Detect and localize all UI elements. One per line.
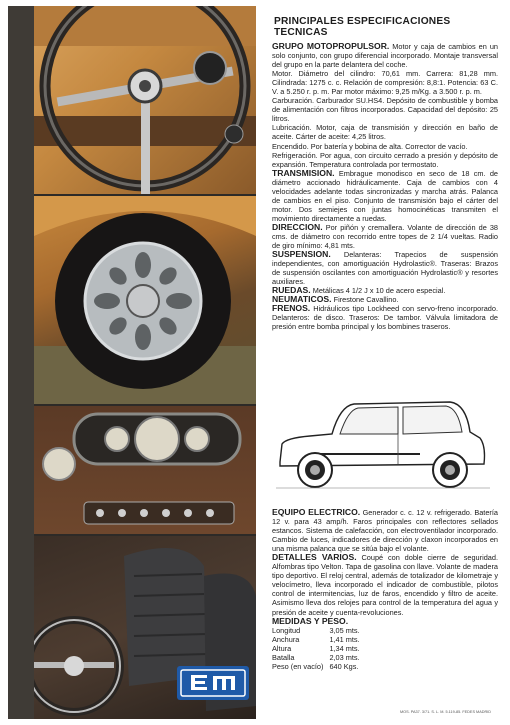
spec-direccion: DIRECCION. Por piñón y cremallera. Volante de dirección de 38 cms. de diámetro con recorrido entre topes de 2 1/4 vueltas. Radio de giro mínimo: 4,81 mts. xyxy=(272,221,499,251)
wheel-photo xyxy=(34,196,256,404)
spec-equipo-electrico: EQUIPO ELECTRICO. Generador c. c. 12 v. refrigerado. Batería 12 v. para 43 amp/h. Faros principales con reflectores sellados estancos. Sistema de calefacción, con electroventilador incorporado. Cambio de luces, indicadores de dirección y claxon incorporados en una misma palanca que se sitúa bajo el volante. xyxy=(272,507,498,554)
measure-row xyxy=(272,635,366,644)
spec-text-lower xyxy=(268,508,498,671)
spec-ruedas: RUEDAS. Metálicas 4 1/2 J x 10 de acero especial. xyxy=(272,285,446,296)
measure-label: Altura xyxy=(272,643,292,653)
spec-motor: Motor. Diámetro del cilindro: 70,61 mm. Carrera: 81,28 mm. Cilindrada: 1275 c. c. Relación de compresión: 8,8:1. Potencia: 63 C. V. a 5.250 r. p. m. Par motor máximo: 9,25 m/Kg. a 3.500 r. p. m. xyxy=(272,69,498,97)
measure-row xyxy=(272,653,366,662)
measure-row xyxy=(272,626,366,635)
spec-group-motor: GRUPO MOTOPROPULSOR. Motor y caja de cambios en un solo conjunto, con grupo diferencial incorporado. Montaje transversal del grupo en la parte delantera del coche. xyxy=(272,41,499,70)
spec-frenos: FRENOS. Hidráulicos tipo Lockheed con servo-freno incorporado. Delanteros: de disco. Traseros: De tambor. Válvula limitadora de presión entre bomba principal y los bombines traseros. xyxy=(272,303,498,332)
print-footer: MOS. PA37. 3/71. S. L. M. 5.119-85. FEDES MADRID xyxy=(400,710,492,714)
measure-value: 1,34 mts. xyxy=(329,643,360,653)
spec-transmision: TRANSMISION. Embrague monodisco en seco de 18 cm. de diámetro accionado hidráulicamente. Caja de cambios con 4 velocidades adelante todas sincronizadas y marcha atrás. Palanca de cambios en el piso. Conjunto de transmisión bajo el cárter del motor. Dos semiejes con juntas homocinéticas transmiten el movimiento directamente a ruedas. xyxy=(272,167,498,223)
spec-detalles-varios: DETALLES VARIOS. Coupé con doble cierre de seguridad. Alfombras tipo Velton. Tapa de gasolina con llave. Volante de madera tipo deportivo. El reloj central, además de totalizador de kilometraje y velocímetro, lleva incorporado el indicador de combustible, pilotos control de intermitencias, luz de faros, encendido y filtro de aceite. Asimismo lleva dos relojes para control de la temperatura del agua y presión de aceite y cuenta-revoluciones. xyxy=(272,552,499,617)
spec-refrigeracion: Refrigeración. Por agua, con circuito cerrado a presión y depósito de expansión. Temperatura controlada por termostato. xyxy=(272,150,498,169)
measure-label: Anchura xyxy=(272,634,300,644)
measure-value: 640 Kgs. xyxy=(329,661,359,671)
measure-row xyxy=(272,644,366,653)
measure-label: Longitud xyxy=(272,625,301,635)
spec-neumaticos: NEUMATICOS. Firestone Cavallino. xyxy=(272,294,399,305)
measure-label: Peso (en vacío) xyxy=(272,661,324,671)
spec-sections xyxy=(272,42,498,332)
measures-table xyxy=(272,626,366,671)
photo-column xyxy=(34,6,256,719)
measure-value: 3,05 mts. xyxy=(329,625,360,635)
car-side-illustration xyxy=(270,392,495,504)
binding-spine xyxy=(8,6,34,719)
page-title: PRINCIPALES ESPECIFICACIONES TECNICAS xyxy=(274,16,451,38)
spec-text-column xyxy=(268,10,498,332)
measure-value: 1,41 mts. xyxy=(329,634,360,644)
spec-lubricacion: Lubricación. Motor, caja de transmisión y dirección en baño de aceite. Cárter de aceite: 4,25 litros. xyxy=(272,123,498,142)
measure-value: 2,03 mts. xyxy=(329,652,360,662)
spec-carburacion: Carburación. Carburador SU.HS4. Depósito de combustible y bomba de alimentación con filtros incorporados. Capacidad del depósito: 25 litros. xyxy=(272,96,498,124)
measure-label: Batalla xyxy=(272,652,295,662)
spec-encendido: Encendido. Por batería y bobina de alta. Corrector de vacío. xyxy=(272,141,468,151)
measure-row xyxy=(272,662,366,671)
dashboard-photo xyxy=(34,406,256,534)
measures-heading: MEDIDAS Y PESO. xyxy=(272,615,349,626)
brand-logo xyxy=(177,666,249,700)
steering-wheel-photo xyxy=(34,6,256,194)
spec-suspension: SUSPENSION. Delanteras: Trapecios de suspensión independientes, con amortiguación Hydrolastic®. Traseras: Brazos de suspensión oscilantes con amortiguación Hydrolastic® y resortes auxiliares. xyxy=(272,249,498,287)
